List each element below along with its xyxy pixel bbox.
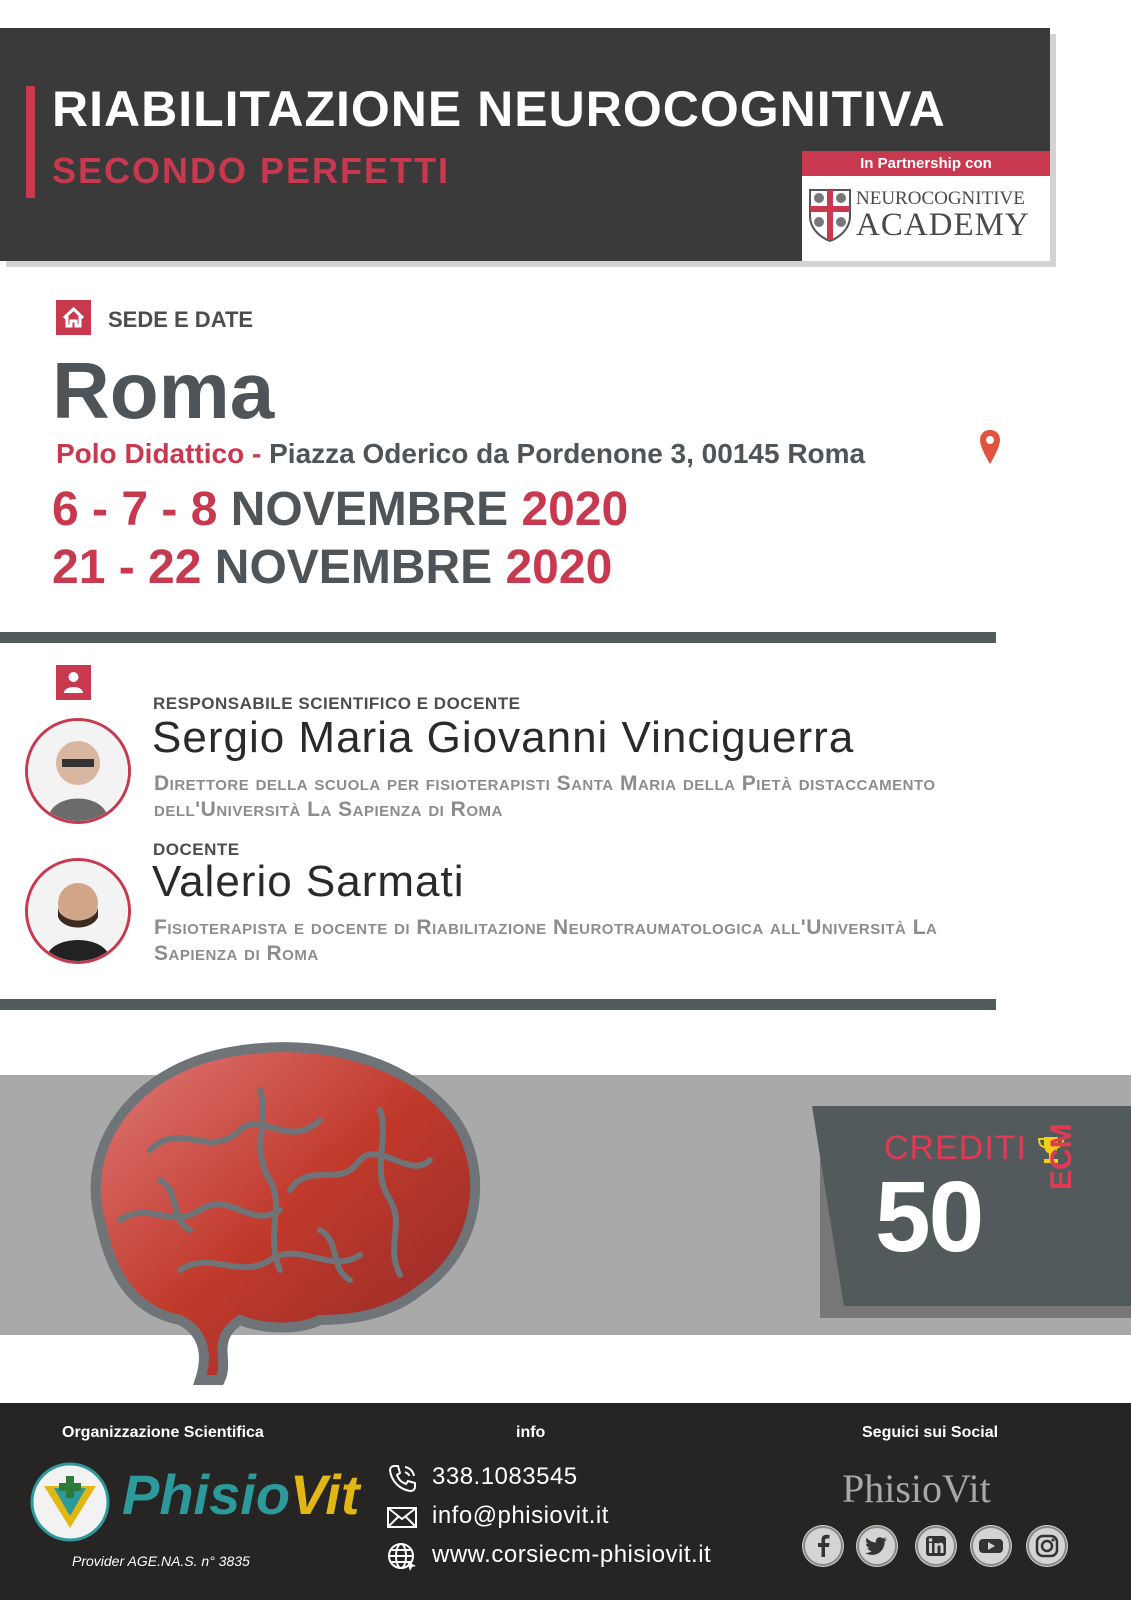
- section-divider: [0, 999, 996, 1010]
- credits-label: CREDITI: [884, 1129, 1027, 1167]
- partner-box: [802, 151, 1050, 261]
- partner-label: In Partnership con: [802, 151, 1050, 176]
- youtube-icon[interactable]: [970, 1525, 1012, 1567]
- course-title: RIABILITAZIONE NEUROCOGNITIVA: [52, 81, 946, 137]
- provider-text: Provider AGE.NA.S. n° 3835: [72, 1553, 250, 1569]
- credits-unit: ECM: [1045, 1123, 1078, 1190]
- teacher-icon: [56, 665, 91, 700]
- credits-number: 50: [875, 1161, 983, 1273]
- academy-line-1: NEUROCOGNITIVE: [856, 188, 1025, 209]
- brain-illustration: [60, 1030, 500, 1390]
- social-brand-text: PhisioVit: [842, 1466, 991, 1511]
- date-line-1: [52, 482, 628, 537]
- instagram-icon[interactable]: [1026, 1525, 1068, 1567]
- twitter-icon[interactable]: [856, 1525, 898, 1567]
- venue-street: Piazza Oderico da Pordenone 3, 00145 Roma: [269, 438, 866, 469]
- venue-name: Polo Didattico -: [56, 438, 262, 469]
- date-month: NOVEMBRE: [230, 483, 509, 536]
- social-label: Seguici sui Social: [862, 1424, 999, 1441]
- venue-section-label: SEDE E DATE: [108, 307, 254, 332]
- phisiovit-emblem-icon: [30, 1462, 110, 1542]
- date-month: NOVEMBRE: [214, 541, 493, 594]
- academy-line-2: ACADEMY: [856, 207, 1030, 243]
- shield-icon: [808, 186, 852, 242]
- section-divider: [0, 632, 996, 643]
- date-days: 6 - 7 - 8: [52, 483, 218, 536]
- logo-part-1: Phisio: [122, 1463, 291, 1526]
- avatar: [25, 858, 131, 964]
- teacher-role: RESPONSABILE SCIENTIFICO E DOCENTE: [153, 694, 521, 713]
- date-year: 2020: [521, 483, 629, 536]
- home-icon: [56, 300, 91, 335]
- email-link[interactable]: info@phisiovit.it: [432, 1502, 609, 1529]
- facebook-icon[interactable]: [802, 1525, 844, 1567]
- phone-number[interactable]: 338.1083545: [432, 1463, 578, 1490]
- phisiovit-logo: [122, 1462, 360, 1527]
- neurocognitive-academy-logo: [802, 176, 1050, 261]
- logo-part-2: Vit: [290, 1463, 360, 1526]
- avatar: [25, 718, 131, 824]
- title-accent-bar: [26, 86, 35, 198]
- teacher-name: Sergio Maria Giovanni Vinciguerra: [152, 713, 855, 762]
- linkedin-icon[interactable]: [915, 1525, 957, 1567]
- date-year: 2020: [505, 541, 613, 594]
- globe-icon: [385, 1539, 419, 1573]
- map-pin-icon: [978, 428, 1002, 466]
- website-link[interactable]: www.corsiecm-phisiovit.it: [432, 1541, 712, 1568]
- teacher-role: DOCENTE: [153, 840, 240, 859]
- info-label: info: [516, 1424, 546, 1441]
- organization-label: Organizzazione Scientifica: [62, 1424, 264, 1441]
- teacher-description: Fisioterapista e docente di Riabilitazione Neurotraumatologica all'Università La Sapienza di Roma: [154, 916, 938, 965]
- date-line-2: [52, 540, 612, 595]
- date-days: 21 - 22: [52, 541, 202, 594]
- phone-icon: [385, 1461, 419, 1495]
- email-icon: [385, 1500, 419, 1534]
- course-subtitle: SECONDO PERFETTI: [52, 150, 451, 191]
- teacher-name: Valerio Sarmati: [152, 857, 465, 906]
- venue-address: [56, 438, 865, 470]
- teacher-description: Direttore della scuola per fisioterapisti Santa Maria della Pietà distaccamento dell'Università La Sapienza di Roma: [154, 772, 936, 821]
- city-name: Roma: [52, 346, 275, 435]
